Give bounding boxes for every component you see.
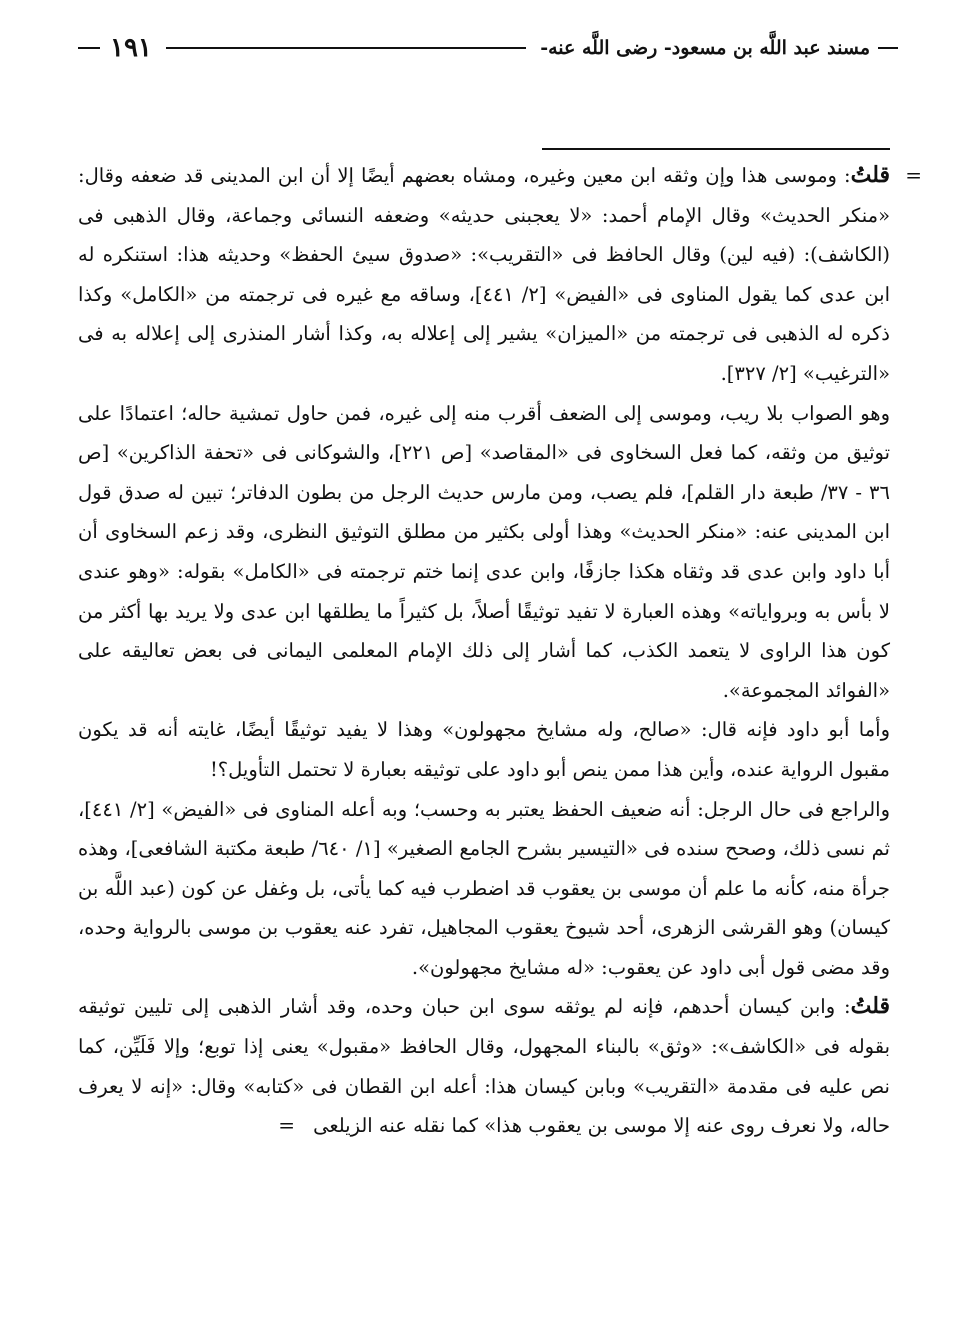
- header-dash: [78, 47, 100, 49]
- footnote-paragraph: [78, 394, 890, 711]
- footnote-paragraph: [78, 987, 890, 1145]
- paragraph-text: : وموسى هذا وإن وثقه ابن معين وغيره، ومشاه بعضهم أيضًا إلا أن ابن المدينى قد ضعفه وقال: «منكر الحديث» وقال الإمام أحمد: «لا يعجبنى حديثه» وضعفه النسائى وجماعة، وقال الذهبى فى (الكاشف): (فيه لين) وقال الحافظ فى «التقريب»: «صدوق سيئ الحفظ» وحديثه هذا: استنكره له ابن عدى كما يقول المناوى فى «الفيض» [٢/ ٤٤١]، وساقه مع غيره فى ترجمته من «الكامل» وكذا ذكره له الذهبى فى ترجمته من «الميزان» يشير إلى إعلاله به، وكذا أشار المنذرى إلى إعلاله به فى «الترغيب» [٢/ ٣٢٧].: [78, 164, 891, 385]
- page-header: [78, 30, 898, 66]
- paragraph-text: والراجع فى حال الرجل: أنه ضعيف الحفظ يعتبر به وحسب؛ وبه أعله المناوى فى «الفيض» [٢/ ٤٤١]، ثم نسى ذلك، وصحح سنده فى «التيسير بشرح الجامع الصغير» [١/ ٦٤٠/ طبعة مكتبة الشافعى]، وهذه جرأة منه، كأنه ما علم أن موسى بن يعقوب قد اضطرب فيه كما يأتى، بل وغفل عن كون (عبد اللَّه بن كيسان) وهو القرشى الزهرى، أحد شيوخ يعقوب المجاهيل، تفرد عنه يعقوب بن موسى بالرواية وحده، وقد مضى قول أبى داود عن يعقوب: «له مشايخ مجهولون».: [78, 797, 890, 979]
- paragraph-label: قلتُ: [850, 993, 890, 1020]
- running-title: مسند عبد اللَّه بن مسعود- رضى اللَّه عنه-: [540, 37, 870, 59]
- paragraph-label: قلتُ: [850, 162, 890, 188]
- footnote-separator: [542, 148, 890, 150]
- paragraph-text: وأما أبو داود فإنه قال: «صالح، وله مشايخ مجهولون» وهذا لا يفيد توثيقًا أيضًا، غايته أنه قد يكون مقبول الرواية عنده، وأين هذا ممن ينص أبو داود على توثيقه بعبارة لا تحتمل التأويل؟!: [78, 718, 890, 781]
- continuation-mark-end: =: [278, 1113, 296, 1138]
- page-number: ١٩١: [110, 33, 152, 63]
- paragraph-text: : وابن كيسان أحدهم، فإنه لم يوثقه سوى ابن حبان وحده، وقد أشار الذهبى إلى تليين توثيقه بقوله فى «الكاشف»: «وثق» بالبناء المجهول، وقال الحافظ «مقبول» يعنى إذا توبع؛ وإلا فَلَيِّن، كما نص عليه فى مقدمة «التقريب» وبابن كيسان هذا: أعله ابن القطان فى «كتابه» وقال: «إنه لا يعرف حاله، ولا نعرف روى عنه إلا موسى بن يعقوب هذا» كما نقله عنه الزيلعى: [78, 995, 890, 1138]
- footnote-paragraph: [78, 156, 890, 394]
- footnote-body: [78, 156, 922, 1146]
- paragraph-text: وهو الصواب بلا ريب، وموسى إلى الضعف أقرب منه إلى غيره، فمن حاول تمشية حاله؛ اعتمادًا على توثيق من وثقه، كما فعل السخاوى فى «المقاصد» [ص ٢٢١]، والشوكانى فى «تحفة الذاكرين» [ص ٣٦ - ٣٧/ طبعة دار القلم]، فلم يصب، ومن مارس حديث الرجل من بطون الدفاتر؛ تبين له صدق قول ابن المدينى عنه: «منكر الحديث» وهذا أولى بكثير من مطلق التوثيق النظرى، وقد زعم السخاوى أن أبا داود وابن عدى قد وثقاه هكذا جازفًا، وابن عدى إنما ختم ترجمته فى «الكامل» بقوله: «وهو عندى لا بأس به وبرواياته» وهذه العبارة لا تفيد توثيقًا أصلاً، بل كثيراً ما يطلقها ابن عدى ولا يريد بها أكثر من كون هذا الراوى لا يتعمد الكذب، كما أشار إلى ذلك الإمام المعلمى اليمانى فى بعض تعاليقه على «الفوائد المجموعة».: [78, 401, 890, 702]
- footnote-paragraph: [78, 790, 890, 988]
- continuation-mark: =: [905, 163, 922, 187]
- header-rule: [166, 47, 526, 49]
- header-dash: [878, 47, 898, 49]
- footnote-paragraph: [78, 710, 890, 789]
